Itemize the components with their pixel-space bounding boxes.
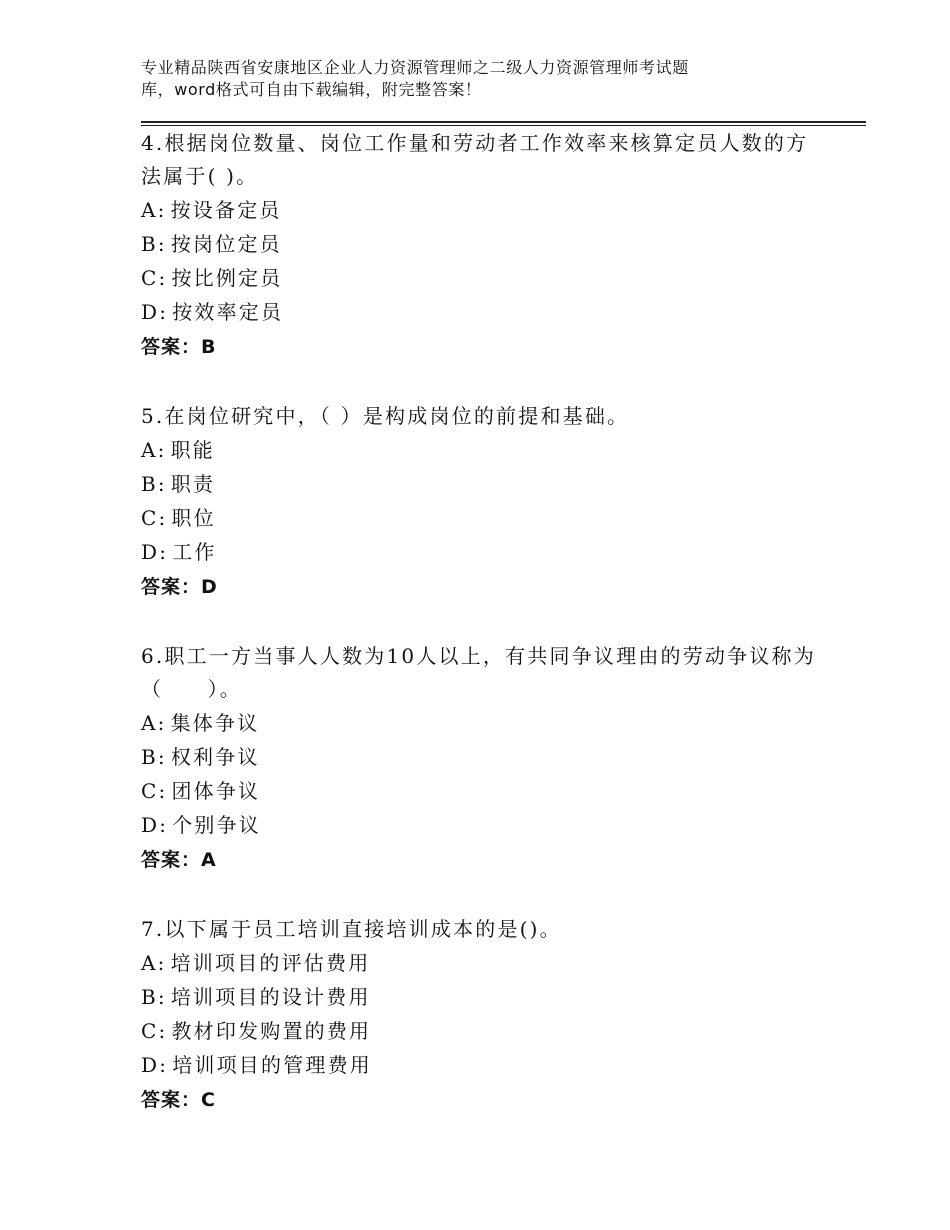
option-letter: C:: [141, 506, 168, 530]
option-letter: D:: [141, 300, 169, 324]
option-letter: C:: [141, 779, 168, 803]
option-text: 权利争议: [170, 745, 260, 769]
question-stem: [141, 640, 841, 706]
option-b: [141, 740, 841, 774]
question-stem: [141, 127, 841, 193]
question-stem-line-1: 4.根据岗位数量、岗位工作量和劳动者工作效率来核算定员人数的方: [141, 131, 809, 155]
option-text: 按岗位定员: [170, 232, 282, 256]
option-text: 工作: [172, 540, 217, 564]
option-letter: A:: [141, 198, 167, 222]
option-letter: B:: [141, 985, 167, 1009]
option-c: [141, 501, 841, 535]
option-text: 按比例定员: [171, 266, 283, 290]
option-b: [141, 980, 841, 1014]
question-stem-line-1: 5.在岗位研究中，（ ）是构成岗位的前提和基础。: [141, 404, 630, 428]
option-letter: D:: [141, 540, 169, 564]
option-c: [141, 1014, 841, 1048]
option-letter: D:: [141, 1053, 169, 1077]
question-stem-line-1: 6.职工一方当事人人数为10人以上，有共同争议理由的劳动争议称为: [141, 644, 816, 668]
option-a: [141, 946, 841, 980]
option-d: [141, 808, 841, 842]
option-text: 培训项目的管理费用: [172, 1053, 372, 1077]
option-c: [141, 261, 841, 295]
option-text: 职能: [170, 438, 215, 462]
header-title-line-1: 专业精品陕西省安康地区企业人力资源管理师之二级人力资源管理师考试题: [141, 58, 689, 77]
option-d: [141, 295, 841, 329]
answer-line: 答案：C: [141, 1089, 216, 1111]
option-letter: A:: [141, 951, 167, 975]
option-a: [141, 193, 841, 227]
option-a: [141, 433, 841, 467]
option-text: 培训项目的设计费用: [170, 985, 371, 1009]
question-stem: [141, 400, 841, 433]
question-7: [141, 913, 841, 1118]
option-text: 按设备定员: [170, 198, 282, 222]
answer-line: 答案：D: [141, 576, 218, 598]
option-letter: C:: [141, 1019, 168, 1043]
option-text: 教材印发购置的费用: [171, 1019, 372, 1043]
answer-line: 答案：B: [141, 336, 217, 358]
question-stem: [141, 913, 841, 946]
option-text: 团体争议: [171, 779, 261, 803]
option-text: 个别争议: [172, 813, 261, 837]
question-stem-line-2: （ ）。: [141, 677, 242, 701]
option-text: 按效率定员: [172, 300, 284, 324]
header-divider-thin: [141, 125, 866, 126]
option-letter: A:: [141, 438, 167, 462]
option-letter: A:: [141, 711, 167, 735]
header-divider-thick: [141, 121, 866, 123]
option-text: 职位: [171, 506, 216, 530]
question-stem-line-2: 法属于( )。: [141, 164, 259, 188]
question-4: [141, 127, 841, 365]
answer-line: 答案：A: [141, 849, 217, 871]
option-d: [141, 1048, 841, 1082]
option-d: [141, 535, 841, 569]
option-b: [141, 467, 841, 501]
question-stem-line-1: 7.以下属于员工培训直接培训成本的是()。: [141, 917, 562, 941]
option-letter: B:: [141, 745, 167, 769]
question-5: [141, 400, 841, 605]
document-header: [141, 57, 781, 101]
question-6: [141, 640, 841, 878]
option-letter: C:: [141, 266, 168, 290]
option-c: [141, 774, 841, 808]
option-text: 职责: [170, 472, 216, 496]
option-b: [141, 227, 841, 261]
header-title-line-2: 库，word格式可自由下载编辑，附完整答案！: [141, 80, 482, 99]
option-letter: D:: [141, 813, 169, 837]
option-text: 培训项目的评估费用: [170, 951, 371, 975]
option-letter: B:: [141, 232, 167, 256]
option-a: [141, 706, 841, 740]
option-text: 集体争议: [170, 711, 260, 735]
option-letter: B:: [141, 472, 167, 496]
